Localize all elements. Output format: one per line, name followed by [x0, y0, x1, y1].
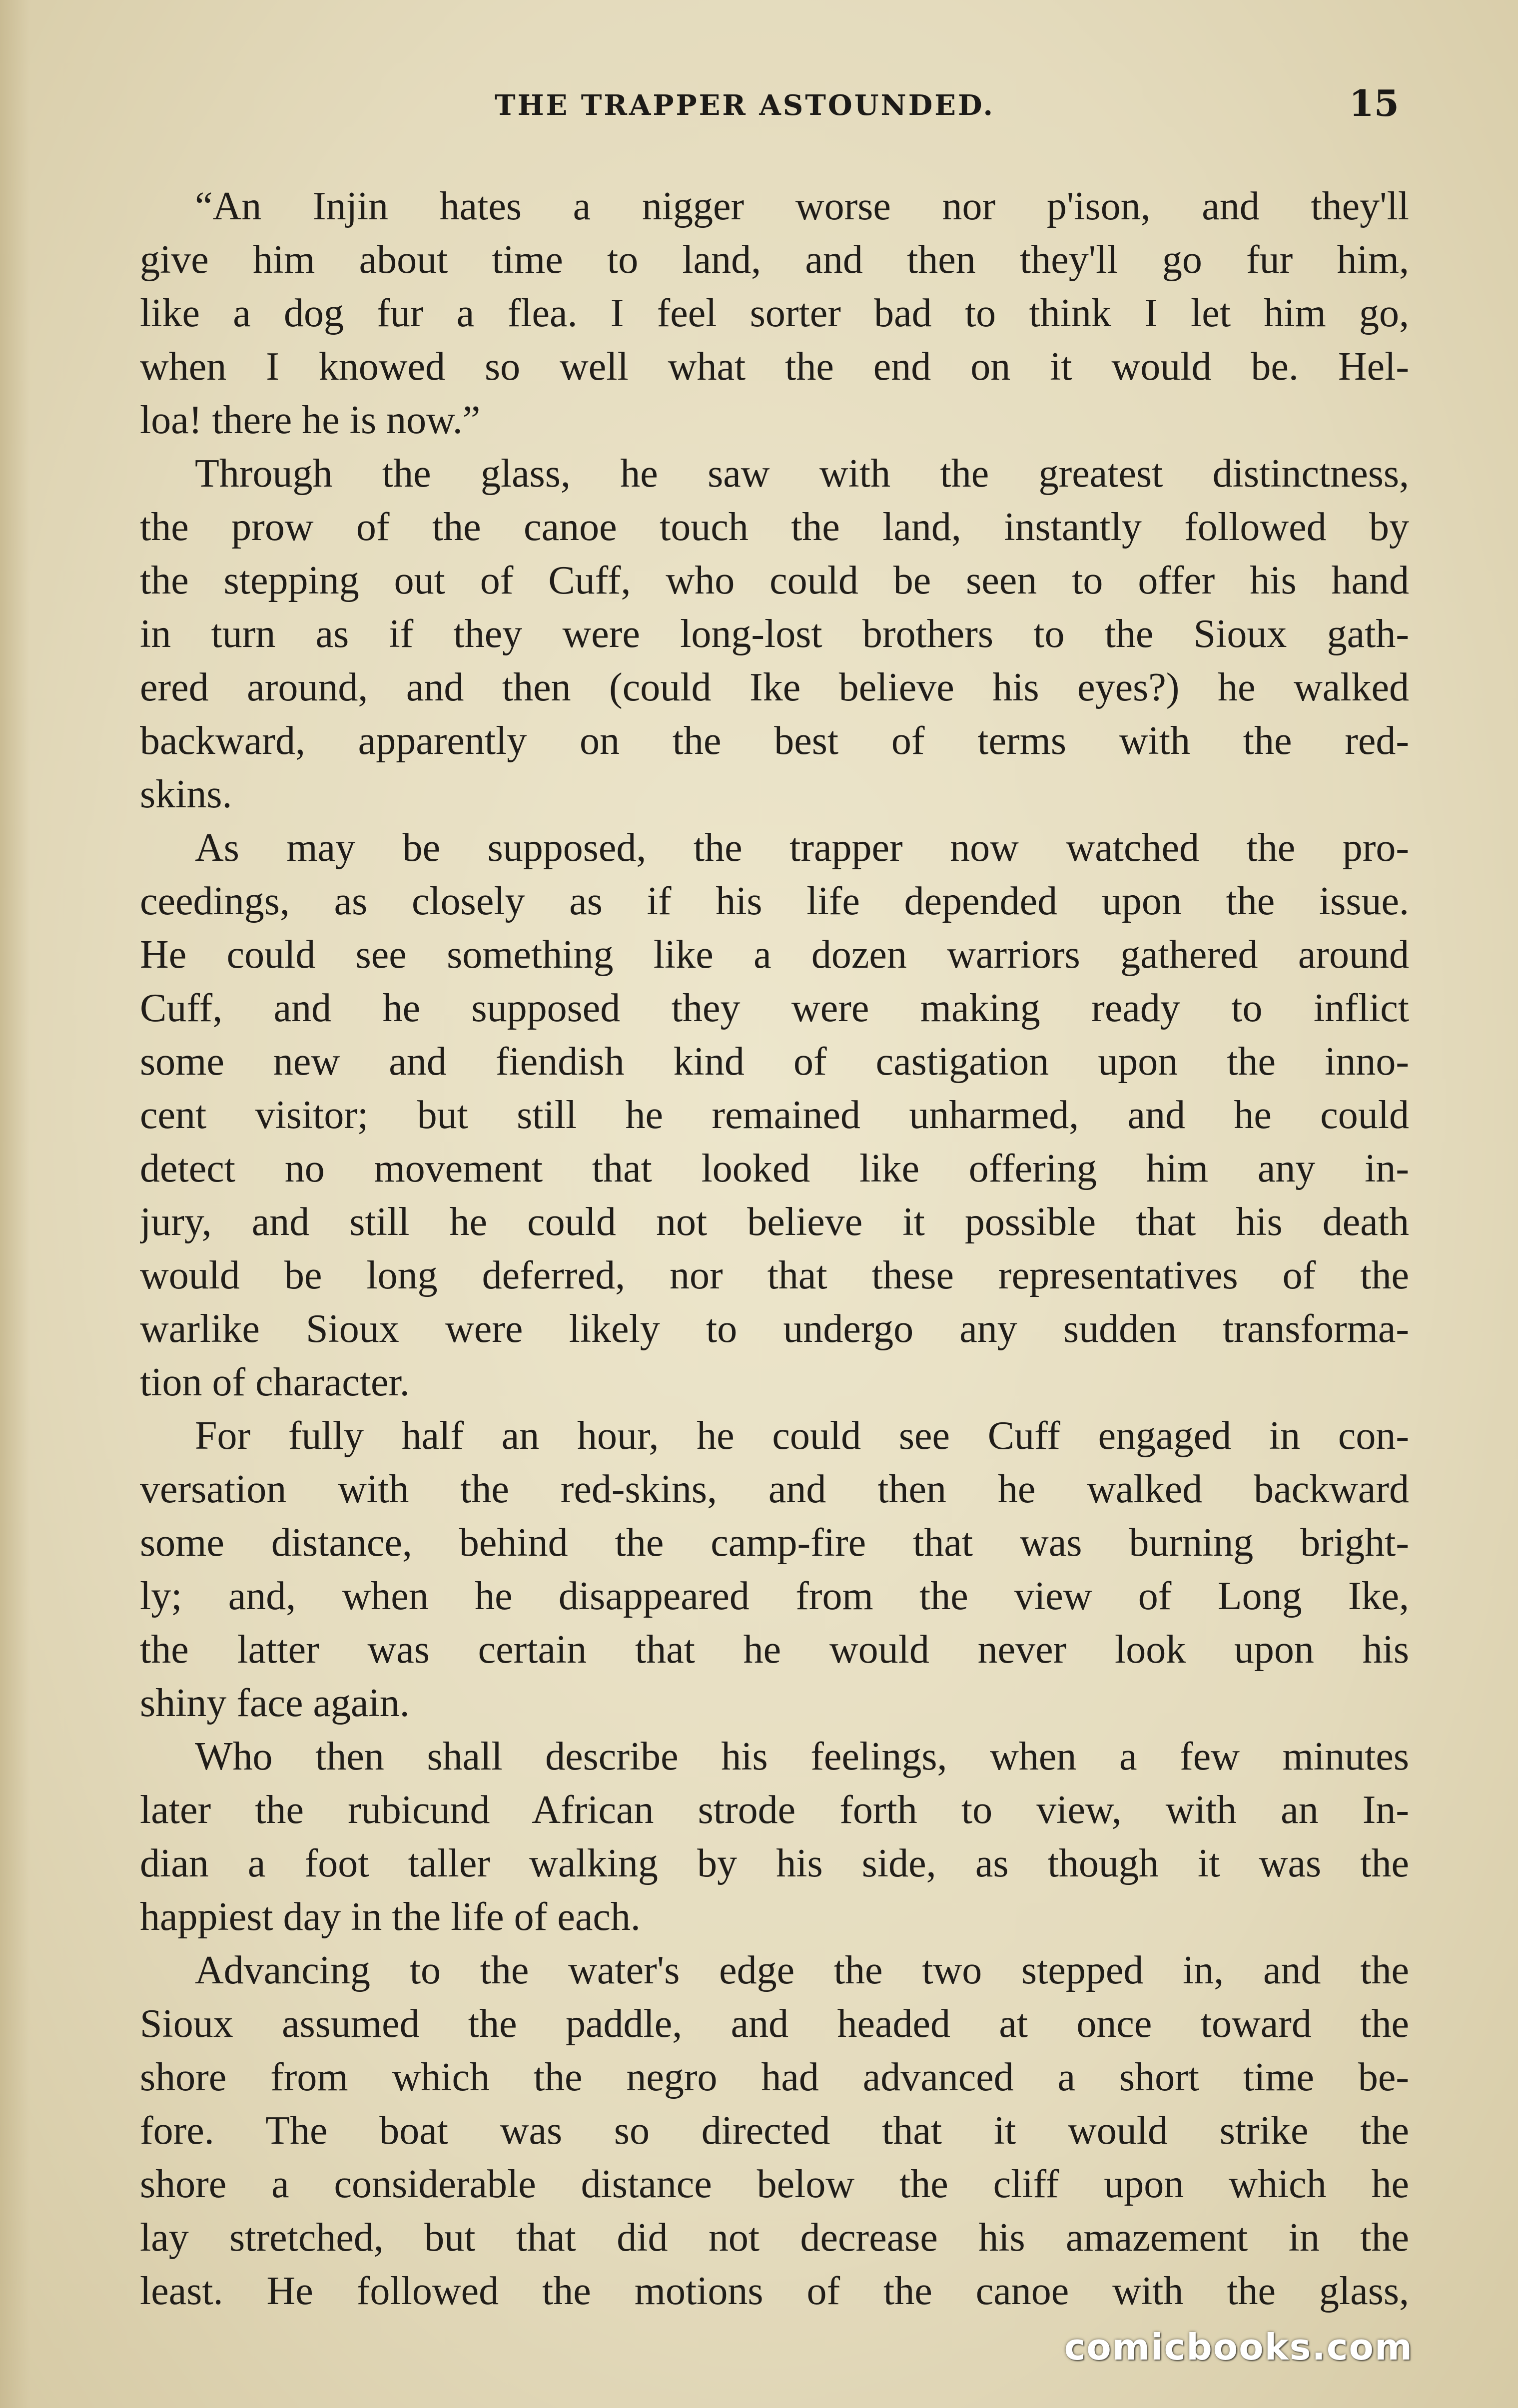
- text-line: fore. The boat was so directed that it would strike the: [140, 2109, 1409, 2153]
- text-line: Cuff, and he supposed they were making ready to inflict: [140, 986, 1409, 1030]
- text-line: loa! there he is now.”: [140, 398, 481, 442]
- text-line: happiest day in the life of each.: [140, 1895, 641, 1939]
- text-line: backward, apparently on the best of terms with the red-: [140, 719, 1409, 763]
- body-text: [140, 180, 1409, 2318]
- text-line: ly; and, when he disappeared from the view of Long Ike,: [140, 1574, 1409, 1618]
- text-line: Advancing to the water's edge the two stepped in, and the: [195, 1948, 1409, 1992]
- text-line: later the rubicund African strode forth to view, with an In-: [140, 1788, 1409, 1832]
- text-line: skins.: [140, 772, 232, 816]
- text-line: He could see something like a dozen warriors gathered around: [140, 933, 1409, 977]
- page-number: 15: [1349, 82, 1399, 124]
- page-gutter-shadow: [0, 0, 30, 2408]
- page-header: [140, 75, 1409, 140]
- text-line: As may be supposed, the trapper now watched the pro-: [195, 826, 1409, 870]
- text-line: “An Injin hates a nigger worse nor p'ison, and they'll: [195, 184, 1409, 228]
- text-line: Who then shall describe his feelings, when a few minutes: [195, 1735, 1409, 1779]
- text-line: shore from which the negro had advanced a short time be-: [140, 2055, 1409, 2099]
- text-line: the stepping out of Cuff, who could be seen to offer his hand: [140, 559, 1409, 602]
- text-line: the latter was certain that he would never look upon his: [140, 1628, 1409, 1672]
- text-line: in turn as if they were long-lost brothers to the Sioux gath-: [140, 612, 1409, 656]
- text-line: ered around, and then (could Ike believe his eyes?) he walked: [140, 665, 1409, 709]
- text-line: lay stretched, but that did not decrease his amazement in the: [140, 2216, 1409, 2260]
- text-line: tion of character.: [140, 1360, 410, 1404]
- text-line: For fully half an hour, he could see Cuff engaged in con-: [195, 1414, 1409, 1458]
- text-line: when I knowed so well what the end on it would be. Hel-: [140, 345, 1409, 389]
- text-line: shore a considerable distance below the cliff upon which he: [140, 2162, 1409, 2206]
- text-line: dian a foot taller walking by his side, as though it was the: [140, 1841, 1409, 1885]
- text-line: shiny face again.: [140, 1681, 410, 1725]
- text-line: some new and fiendish kind of castigation upon the inno-: [140, 1040, 1409, 1084]
- text-line: like a dog fur a flea. I feel sorter bad to think I let him go,: [140, 291, 1409, 335]
- text-line: give him about time to land, and then they'll go fur him,: [140, 238, 1409, 282]
- text-line: would be long deferred, nor that these representatives of the: [140, 1253, 1409, 1297]
- text-line: jury, and still he could not believe it possible that his death: [140, 1200, 1409, 1244]
- text-line: warlike Sioux were likely to undergo any sudden transforma-: [140, 1307, 1409, 1351]
- text-line: ceedings, as closely as if his life depended upon the issue.: [140, 879, 1409, 923]
- text-line: the prow of the canoe touch the land, instantly followed by: [140, 505, 1409, 549]
- text-line: cent visitor; but still he remained unharmed, and he could: [140, 1093, 1409, 1137]
- text-line: versation with the red-skins, and then he walked backward: [140, 1467, 1409, 1511]
- running-head: THE TRAPPER ASTOUNDED.: [495, 89, 995, 122]
- text-line: Sioux assumed the paddle, and headed at once toward the: [140, 2002, 1409, 2046]
- text-line: some distance, behind the camp-fire that was burning bright-: [140, 1521, 1409, 1565]
- text-line: least. He followed the motions of the canoe with the glass,: [140, 2269, 1409, 2313]
- text-line: Through the glass, he saw with the greatest distinctness,: [195, 452, 1409, 496]
- text-line: detect no movement that looked like offering him any in-: [140, 1147, 1409, 1191]
- watermark: comicbooks.com: [1064, 2326, 1413, 2368]
